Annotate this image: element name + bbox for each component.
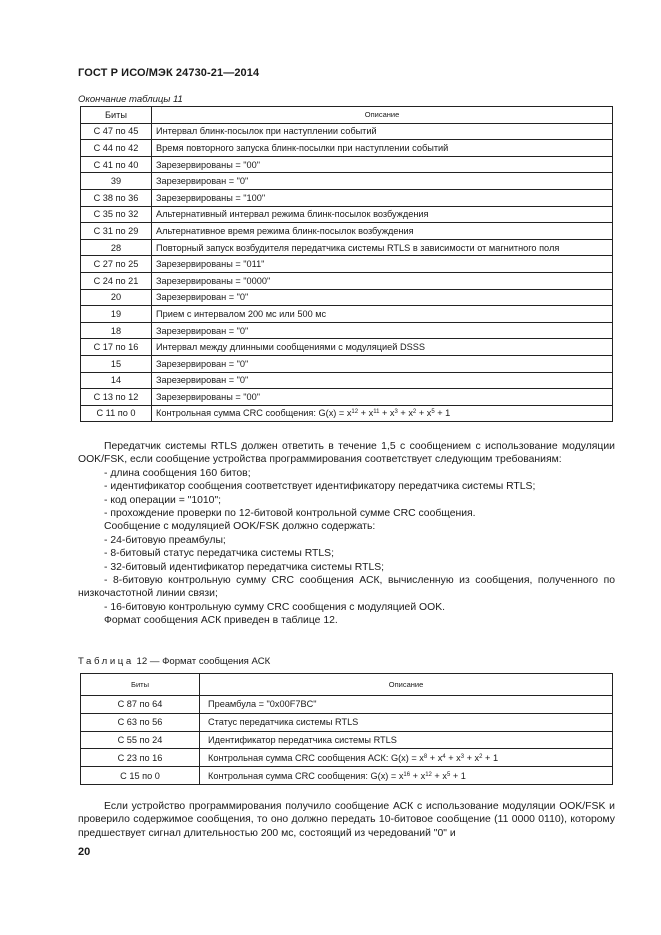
exponent: 3 bbox=[460, 753, 465, 760]
cell-description: Зарезервирован = "0" bbox=[152, 289, 613, 306]
formula-text: + x bbox=[464, 752, 480, 763]
exponent: 5 bbox=[431, 409, 435, 416]
table-row bbox=[81, 256, 613, 273]
formula-text: + 1 bbox=[482, 752, 499, 763]
cell-bits: С 31 по 29 bbox=[81, 223, 152, 240]
table-row-crc16 bbox=[81, 767, 613, 785]
table-row bbox=[81, 322, 613, 339]
cell-bits: 14 bbox=[81, 372, 152, 389]
table-row bbox=[81, 140, 613, 157]
list-item: - длина сообщения 160 битов; bbox=[104, 467, 251, 479]
cell-bits: С 63 по 56 bbox=[81, 713, 200, 731]
table-11-caption: Окончание таблицы 11 bbox=[78, 94, 183, 105]
cell-bits: С 47 по 45 bbox=[81, 123, 152, 140]
exponent: 11 bbox=[373, 409, 380, 416]
column-header-bits: Биты bbox=[81, 674, 200, 696]
exponent: 16 bbox=[403, 771, 411, 778]
table-11 bbox=[80, 106, 613, 422]
table-row bbox=[81, 239, 613, 256]
table-row bbox=[81, 713, 613, 731]
table-row bbox=[81, 306, 613, 323]
table-row bbox=[81, 173, 613, 190]
formula-text: Контрольная сумма CRC сообщения АСК: G(x) = x bbox=[208, 752, 424, 763]
cell-description: Зарезервированы = "0000" bbox=[152, 272, 613, 289]
cell-description: Статус передатчика системы RTLS bbox=[200, 713, 613, 731]
cell-bits: С 11 по 0 bbox=[81, 405, 152, 422]
table-row bbox=[81, 123, 613, 140]
formula-text: Контрольная сумма CRC сообщения: G(x) = x bbox=[208, 770, 404, 781]
cell-bits: 15 bbox=[81, 355, 152, 372]
cell-bits: С 55 по 24 bbox=[81, 731, 200, 749]
cell-bits: 20 bbox=[81, 289, 152, 306]
paragraph: Передатчик системы RTLS должен ответить в течение 1,5 с сообщением с использование модуляции OOK/FSK, если сообщение устройства программирования соответствует следующим требованиям: bbox=[78, 441, 615, 466]
table-header-row bbox=[81, 674, 613, 696]
formula-text: + 1 bbox=[450, 770, 466, 781]
formula-text: + x bbox=[397, 408, 413, 419]
cell-bits: С 35 по 32 bbox=[81, 206, 152, 223]
table-12 bbox=[80, 673, 613, 785]
cell-bits: С 44 по 42 bbox=[81, 140, 152, 157]
table-header-row bbox=[81, 107, 613, 124]
cell-crc12-formula bbox=[152, 405, 613, 422]
formula-text: + x bbox=[427, 752, 443, 763]
cell-description: Зарезервированы = "011" bbox=[152, 256, 613, 273]
cell-description: Альтернативный интервал режима блинк-посылок возбуждения bbox=[152, 206, 613, 223]
cell-bits: 19 bbox=[81, 306, 152, 323]
cell-description: Зарезервирован = "0" bbox=[152, 173, 613, 190]
document-header: ГОСТ Р ИСО/МЭК 24730-21—2014 bbox=[78, 67, 260, 79]
cell-description: Зарезервирован = "0" bbox=[152, 355, 613, 372]
table-row-crc12 bbox=[81, 405, 613, 422]
formula-text: + x bbox=[379, 408, 395, 419]
cell-description: Преамбула = "0x00F7BC" bbox=[200, 696, 613, 714]
list-item: - 8-битовый статус передатчика системы RTLS; bbox=[104, 548, 335, 560]
table-row-crc8 bbox=[81, 749, 613, 767]
page-number: 20 bbox=[78, 846, 91, 858]
column-header-bits: Биты bbox=[81, 107, 152, 124]
formula-text: + x bbox=[358, 408, 374, 419]
table-row bbox=[81, 206, 613, 223]
cell-description: Прием с интервалом 200 мс или 500 мс bbox=[152, 306, 613, 323]
cell-description: Идентификатор передатчика системы RTLS bbox=[200, 731, 613, 749]
paragraph: Сообщение с модуляцией OOK/FSK должно содержать: bbox=[104, 521, 376, 533]
table-row bbox=[81, 339, 613, 356]
list-item: - 8-битовую контрольную сумму CRC сообщения АСК, вычисленную из сообщения, полученного по низкочастотной линии связи; bbox=[78, 575, 615, 600]
exponent: 12 bbox=[425, 771, 432, 778]
list-item: - 16-битовую контрольную сумму CRC сообщения с модуляцией OOK. bbox=[104, 601, 446, 613]
table-row bbox=[81, 272, 613, 289]
caption-label: Таблица bbox=[78, 656, 134, 667]
cell-description: Зарезервирован = "0" bbox=[152, 372, 613, 389]
column-header-description: Описание bbox=[200, 674, 613, 696]
cell-bits: С 27 по 25 bbox=[81, 256, 152, 273]
body-text bbox=[78, 440, 615, 628]
table-row bbox=[81, 289, 613, 306]
cell-description: Альтернативное время режима блинк-посылок возбуждения bbox=[152, 223, 613, 240]
exponent: 8 bbox=[423, 753, 428, 760]
exponent: 2 bbox=[412, 409, 417, 416]
cell-bits: С 17 по 16 bbox=[81, 339, 152, 356]
exponent: 4 bbox=[442, 753, 446, 760]
exponent: 2 bbox=[479, 753, 483, 760]
cell-bits: С 38 по 36 bbox=[81, 189, 152, 206]
cell-crc16-formula bbox=[200, 767, 613, 785]
cell-bits: С 23 по 16 bbox=[81, 749, 200, 767]
cell-bits: 39 bbox=[81, 173, 152, 190]
formula-text: + x bbox=[410, 770, 426, 781]
cell-bits: С 41 по 40 bbox=[81, 156, 152, 173]
table-row bbox=[81, 389, 613, 406]
paragraph: Если устройство программирования получило сообщение АСК с использование модуляции OOK/FSK и проверило содержимое сообщения, то оно должно передать 10-битовое сообщение (11 0000 0110), которому предшествует сигнал длительностью 200 мс, состоящий из чередований "0" и bbox=[78, 801, 615, 839]
formula-text: + x bbox=[431, 770, 447, 781]
column-header-description: Описание bbox=[152, 107, 613, 124]
cell-description: Зарезервирован = "0" bbox=[152, 322, 613, 339]
table-row bbox=[81, 189, 613, 206]
formula-text: + 1 bbox=[434, 408, 451, 419]
cell-bits: С 13 по 12 bbox=[81, 389, 152, 406]
cell-bits: 18 bbox=[81, 322, 152, 339]
cell-description: Зарезервированы = "00" bbox=[152, 156, 613, 173]
list-item: - код операции = "1010"; bbox=[104, 494, 222, 506]
formula-text: + x bbox=[416, 408, 432, 419]
cell-bits: 28 bbox=[81, 239, 152, 256]
cell-description: Время повторного запуска блинк-посылки при наступлении событий bbox=[152, 140, 613, 157]
cell-bits: С 24 по 21 bbox=[81, 272, 152, 289]
exponent: 12 bbox=[351, 409, 359, 416]
list-item: - 24-битовую преамбулы; bbox=[104, 534, 226, 546]
cell-description: Зарезервированы = "00" bbox=[152, 389, 613, 406]
table-row bbox=[81, 696, 613, 714]
table-12-caption bbox=[78, 656, 270, 667]
exponent: 3 bbox=[394, 409, 398, 416]
cell-description: Повторный запуск возбудителя передатчика системы RTLS в зависимости от магнитного поля bbox=[152, 239, 613, 256]
list-item: - 32-битовый идентификатор передатчика системы RTLS; bbox=[104, 561, 385, 573]
table-row bbox=[81, 372, 613, 389]
cell-crc8-formula bbox=[200, 749, 613, 767]
cell-description: Интервал между длинными сообщениями с модуляцией DSSS bbox=[152, 339, 613, 356]
exponent: 5 bbox=[446, 771, 451, 778]
table-row bbox=[81, 731, 613, 749]
cell-description: Интервал блинк-посылок при наступлении событий bbox=[152, 123, 613, 140]
cell-bits: С 15 по 0 bbox=[81, 767, 200, 785]
table-row bbox=[81, 355, 613, 372]
list-item: - идентификатор сообщения соответствует идентификатору передатчика системы RTLS; bbox=[104, 481, 536, 493]
table-row bbox=[81, 156, 613, 173]
closing-text bbox=[78, 800, 615, 840]
formula-text: + x bbox=[445, 752, 461, 763]
paragraph: Формат сообщения АСК приведен в таблице 12. bbox=[104, 615, 338, 627]
table-row bbox=[81, 223, 613, 240]
formula-text: Контрольная сумма CRC сообщения: G(x) = x bbox=[156, 408, 352, 419]
list-item: - прохождение проверки по 12-битовой контрольной сумме CRC сообщения. bbox=[104, 508, 476, 520]
cell-bits: С 87 по 64 bbox=[81, 696, 200, 714]
cell-description: Зарезервированы = "100" bbox=[152, 189, 613, 206]
caption-text: 12 — Формат сообщения АСК bbox=[133, 656, 271, 667]
